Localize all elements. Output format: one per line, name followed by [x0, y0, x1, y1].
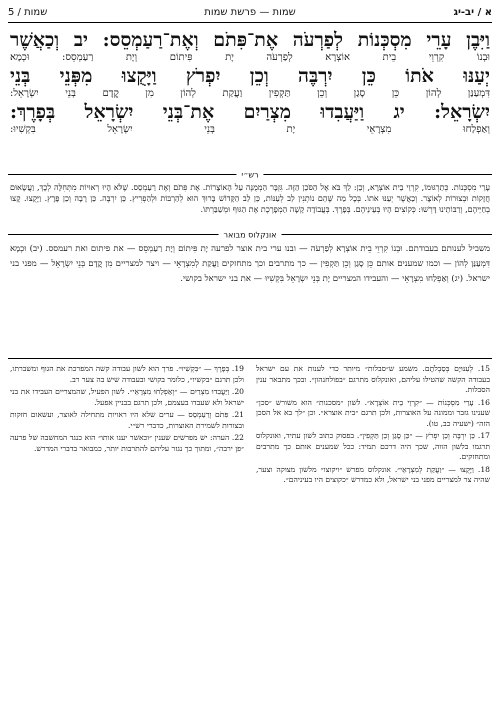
targum-line: דִּמְעַנַּן לְהוֹן כֵּן סָגַן וְכֵן תַּקְפִין וַעֲקַת לְהוֹן מִן קֳדָם בְּנֵי יִשְׂרָאֵל:: [10, 88, 490, 99]
commentary-note: 16. עָרֵי מִסְכְּנוֹת — ״קִרְוֵי בֵית אוֹצְרָא״. לשון ״מסכנות״ הוא משורש ״סכן״ שענינו גזבר וממונה על האוצרות, ולכן תרגם ״בית אוצרא״. וכן ״לך בא אל הסכן הזה״ (ישעיה כב, טו).: [256, 397, 490, 428]
commentary-note: 19. בְּפָרֶךְ — ״בִּקְשִׁיוּ״. פרך הוא לשון עבודה קשה המפרכת את הגוף ומשברתו, ולכן תרגם ״בקשיו״, כלומר בקושי ובעבודה שיש בה צער רב.: [10, 364, 244, 384]
header-verse-ref: א / יב-יג: [453, 7, 492, 18]
commentary-column-right: [256, 364, 490, 488]
commentary-note: 15. לְעִנּוּיָם בְּסַבְלֹתָם. משמע ש״סבלות״ מיותר כדי לענות את עם ישראל בעבודה הקשה שהטילו עליהם, ואונקלוס מתרגם ״בפולחנהון״. ובכך מתבאר ענין הסבלות.: [256, 364, 490, 394]
commentary-note: 22. הערה: יש מפרשים שענין ״וכאשר יענו אותו״ הוא כנגד המחשבה של פרעה ״פן ירבה״, ומתוך כך נגזר עליהם להתרבות יותר, כמבואר בדברי המדרש.: [10, 433, 244, 453]
header-page-number: שמות / 5: [8, 7, 48, 18]
running-header: [8, 4, 492, 23]
header-section-title: שמות — פרשת שמות: [204, 7, 296, 18]
commentary-column-left: [10, 364, 244, 456]
onkelos-explained: משביל לענותם בעבודתם. וּבְנוֹ קִרְוֵי בֵית אוֹצְרָא לְפַרְעֹה — ובנו ערי בית אוצר לפרעה יָת פִּיתוֹם וְיָת רַעַמְסֵס — את פיתום ואת רעמסס. (יב) וּכְמָא דִּמְעַנַּן לְהוֹן — וכמו שמענים אותם כֵּן סָגַן וְכֵן תַּקְפִין — כך מתרבים וכך מתחזקים וַעֲקַת לְמִצְרָאֵי — ויצר למצריים מִן קֳדָם בְּנֵי יִשְׂרָאֵל — מפני בני ישראל. (יג) וְאַפְלַחוּ מִצְרָאֵי — והעבידו המצריים יָת בְּנֵי יִשְׂרָאֵל בִּקְשִׁיוּ — את בני ישראל בקושי.: [10, 244, 490, 284]
commentary-divider: [8, 358, 492, 359]
verse-line: יִשְׂרָאֵל: יג וַיַּעֲבִדוּ מִצְרַיִם אֶת־בְּנֵי יִשְׂרָאֵל בְּפָרֶךְ:: [10, 101, 490, 123]
targum-line: וּבְנוֹ קִרְוֵי בֵית אוֹצְרָא לְפַרְעֹה יָת פִּיתוֹם וְיָת רַעַמְסֵס: וּכְמָא: [10, 52, 490, 63]
rashi-commentary: עָרֵי מִסְכְּנוֹת. כְּתַרְגּוּמוֹ, קִרְוֵי בֵית אוֹצְרָא, וְכֵן: לֵךְ בֹּא אֶל הַסֹּכֵן הַזֶּה. גִּזְבָּר הַמְמֻנֶּה עַל הָאוֹצָרוֹת. אֶת פִּתֹם וְאֶת רַעַמְסֵס. שֶׁלֹּא הָיוּ רְאוּיוֹת מִתְּחִלָּה לְכָךְ, וַעֲשָׂאוּם חֲזָקוֹת וּבְצוּרוֹת לְאוֹצָר. וְכַאֲשֶׁר יְעַנּוּ אֹתוֹ. בְּכָל מַה שֶּׁהֵם נוֹתְנִין לֵב לְעַנּוֹת, כֵּן לֵב הַקָּדוֹשׁ בָּרוּךְ הוּא לְהַרְבּוֹת וּלְהַפְרִיץ. כֵּן יִרְבֶּה. כֵּן רָבָה וְכֵן פָּרָץ. וַיָּקֻצוּ. קָצוּ בְחַיֵּיהֶם, וְרַבּוֹתֵינוּ דָּרְשׁוּ: כְּקוֹצִים הָיוּ בְּעֵינֵיהֶם. בְּפָרֶךְ. בְּעֲבוֹדָה קָשָׁה הַמְפָרֶכֶת אֶת הַגּוּף וּמְשַׁבַּרְתּוֹ.: [10, 183, 490, 214]
commentary-note: 20. וַיַּעֲבִדוּ מִצְרַיִם — ״וְאַפְלַחוּ מִצְרָאֵי״. לשון הפעיל, שהמצריים העבידו את בני ישראל ולא שעבדו בעצמם, ולכן תרגם בבניין אפעל.: [10, 387, 244, 407]
targum-line: וְאַפְלַחוּ מִצְרָאֵי יָת בְּנֵי יִשְׂרָאֵל בִּקְשִׁיוּ:: [10, 124, 490, 135]
commentary-note: 18. וַיָּקֻצוּ — ״וַעֲקַת לְמִצְרָאֵי״. אונקלוס מפרש ״ויקוצו״ מלשון מצוקה וצער, שהיה צר למצריים מפני בני ישראל, ולא כמדרש ״כקוצים היו בעיניהם״.: [256, 464, 490, 484]
onkelos-label: אונקלוס מבואר: [219, 231, 282, 240]
onkelos-divider: [8, 230, 492, 240]
verse-line: יְעַנּוּ אֹתוֹ כֵּן יִרְבֶּה וְכֵן יִפְרֹץ וַיָּקֻצוּ מִפְּנֵי בְּנֵי: [10, 65, 490, 87]
commentary-note: 21. פִּתֹם וְרַעַמְסֵס — ערים שלא היו ראויות מתחילה לאוצר, ועשאום חזקות ובצורות לשמירת האוצרות, כדברי רש״י.: [10, 410, 244, 430]
verse-line: וַיִּבֶן עָרֵי מִסְכְּנוֹת לְפַרְעֹה אֶת־פִּתֹם וְאֶת־רַעַמְסֵס: יב וְכַאֲשֶׁר: [10, 29, 490, 51]
torah-verse-block: [10, 28, 490, 136]
rashi-label: רש״י: [236, 171, 263, 180]
rashi-divider: [8, 170, 492, 180]
commentary-note: 17. כֵּן יִרְבֶּה וְכֵן יִפְרֹץ — ״כֵּן סָגַן וְכֵן תַּקְפִין״. בפסוק כתוב לשון עתיד, ואונקלוס תרגמו בלשון הווה, שכך היה דרכם תמיד: ככל שמענים אותם כך מתרבים ומתחזקים.: [256, 431, 490, 461]
